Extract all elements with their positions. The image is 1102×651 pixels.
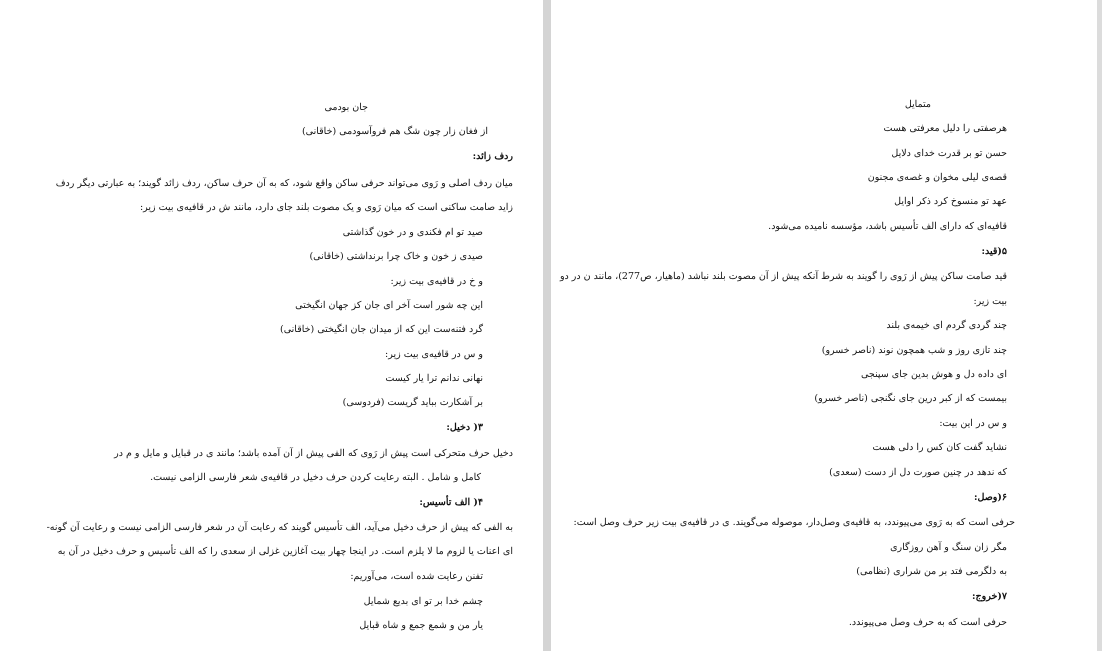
poem-line: نشاید گفت کان کس را دلی هست bbox=[872, 442, 1007, 453]
poem-line: که ندهد در چنین صورت دل از دست (سعدی) bbox=[829, 467, 1007, 478]
poem-line: عهد تو منسوخ کرد ذکر اوایل bbox=[894, 196, 1007, 207]
poem-line: نهانی ندانم ترا یار کیست bbox=[385, 373, 483, 384]
poem-line: صیدی ز خون و خاک چرا برنداشتی (خاقانی) bbox=[309, 251, 483, 262]
poem-line: چند تازی روز و شب همچون نوند (ناصر خسرو) bbox=[821, 345, 1007, 356]
poem-line: حسن تو بر قدرت خدای دلایل bbox=[891, 148, 1007, 159]
paragraph-line: بیت زیر: bbox=[973, 296, 1007, 307]
paragraph-line: به الفی که پیش از حرف دخیل می‌آید، الف تأسیس گویند که رعایت آن در شعر فارسی الزامی نیست و رعایت آن گونه- bbox=[46, 522, 513, 533]
poem-line: ای داده دل و هوش بدین جای سپنجی bbox=[861, 369, 1007, 380]
page-gutter bbox=[543, 0, 551, 651]
document-page-left bbox=[0, 0, 543, 651]
paragraph-line: کامل و شامل . البته رعایت کردن حرف دخیل در قافیه‌ی شعر فارسی الزامی نیست. bbox=[150, 472, 481, 483]
paragraph-line: و س در قافیه‌ی بیت زیر: bbox=[385, 349, 483, 360]
poem-line: بیمست که از کبر درین جای نگنجی (ناصر خسرو) bbox=[814, 393, 1007, 404]
poem-line: چشم خدا بر تو ای بدیع شمایل bbox=[363, 596, 483, 607]
poem-line: گرد فتنه‌ست این که از میدان جان انگیختی (خاقانی) bbox=[280, 324, 483, 335]
section-heading: ۷(خروج: bbox=[972, 591, 1007, 602]
section-heading: ۶(وصل: bbox=[974, 492, 1007, 503]
paragraph-line: دخیل حرف متحرکی است پیش از رَوی که الفی پیش از آن آمده باشد؛ مانند ی در قبایل و مایل و م در bbox=[114, 448, 513, 459]
poem-line: جان بودمی bbox=[324, 102, 368, 113]
poem-line: بر آشکارت بباید گریست (فردوسی) bbox=[342, 397, 483, 408]
document-page-right bbox=[551, 0, 1097, 651]
poem-line: از فغان زار چون شگ هم فروآسودمی (خاقانی) bbox=[301, 126, 488, 137]
paragraph-line: حرفی است که به رَوی می‌پیوندد، به قافیه‌ی وصل‌دار، موصوله می‌گویند. ی در قافیه‌ی بیت زیر حرف وصل است: bbox=[573, 517, 1015, 528]
poem-line: قصه‌ی لیلی مخوان و غصه‌ی مجنون bbox=[867, 172, 1007, 183]
paragraph-line: میان ردف اصلی و رَوی می‌تواند حرفی ساکن واقع شود، که به آن حرف ساکن، ردف زائد گویند؛ به عبارتی دیگر ردف bbox=[55, 178, 513, 189]
section-heading: ۴( الف تأسیس: bbox=[419, 497, 483, 508]
poem-line: به دلگرمی فتد بر من شراری (نظامی) bbox=[856, 566, 1007, 577]
paragraph-line: قافیه‌ای که دارای الف تأسیس باشد، مؤسسه نامیده می‌شود. bbox=[768, 221, 1007, 232]
paragraph-line: تفنن رعایت شده است، می‌آوریم: bbox=[350, 571, 483, 582]
paragraph-line: ای اعنات یا لزوم ما لا یلزم است. در اینجا چهار بیت آغازین غزلی از سعدی را که الف تأسیس و حرف دخیل در آن به bbox=[57, 546, 513, 557]
scroll-edge bbox=[1097, 0, 1102, 651]
paragraph-line: زاید صامت ساکنی است که میان رَوی و یک مصوت بلند جای دارد، مانند ش در قافیه‌ی بیت زیر: bbox=[139, 202, 513, 213]
paragraph-line: و س در این بیت: bbox=[939, 418, 1007, 429]
section-heading: ردف زائد: bbox=[472, 151, 513, 162]
poem-line: متمایل bbox=[904, 99, 931, 110]
paragraph-line: و خ در قافیه‌ی بیت زیر: bbox=[390, 276, 483, 287]
poem-line: این چه شور است آخر ای جان کز جهان انگیختی bbox=[295, 300, 483, 311]
poem-line: هرصفتی را دلیل معرفتی هست bbox=[883, 123, 1007, 134]
poem-line: یار من و شمع جمع و شاه قبایل bbox=[359, 620, 483, 631]
section-heading: ۳( دخیل: bbox=[446, 422, 483, 433]
section-heading: ۵(قید: bbox=[981, 246, 1007, 257]
paragraph-line: حرفی است که به حرف وصل می‌پیوندد. bbox=[848, 617, 1007, 628]
paragraph-line: قید صامت ساکن پیش از رَوی را گویند به شرط آنکه پیش از آن مصوت بلند نباشد (ماهیار، ص277)، مانند ن در دو bbox=[559, 271, 1007, 282]
poem-line: چند گردی گردم ای خیمه‌ی بلند bbox=[886, 320, 1007, 331]
poem-line: مگر زان سنگ و آهن روزگاری bbox=[890, 542, 1007, 553]
poem-line: صید تو ام فکندی و در خون گذاشتی bbox=[342, 227, 483, 238]
